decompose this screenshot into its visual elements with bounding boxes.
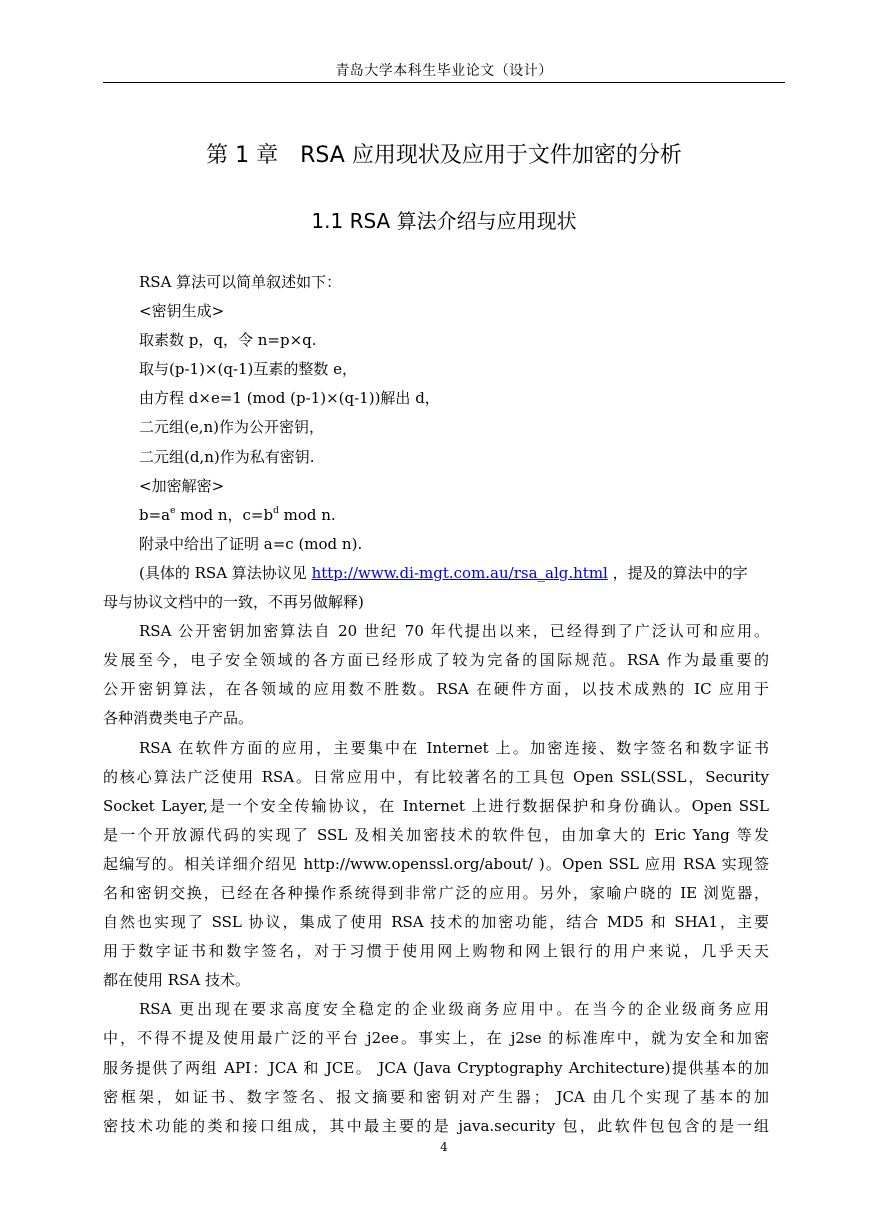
algorithm-step-2: 取与(p-1)×(q-1)互素的整数 e， [139, 360, 358, 379]
paragraph-2-line: 起编写的。相关详细介绍见 http://www.openssl.org/about/ )。Open SSL 应用 RSA 实现签 [103, 854, 769, 873]
paragraph-3-line: RSA 更出现在要求高度安全稳定的企业级商务应用中。在当今的企业级商务应用 [139, 1000, 769, 1019]
keygen-tag: <密钥生成> [139, 302, 225, 321]
formula-end: mod n. [278, 505, 336, 524]
paragraph-2-line: 自然也实现了 SSL 协议，集成了使用 RSA 技术的加密功能，结合 MD5 和 SHA1，主要 [103, 913, 769, 932]
paragraph-1-line: RSA 公开密钥加密算法自 20 世纪 70 年代提出以来，已经得到了广泛认可和应用。 [139, 622, 769, 641]
section-title: 1.1 RSA 算法介绍与应用现状 [311, 209, 577, 233]
paragraph-3-line: 中，不得不提及使用最广泛的平台 j2ee。事实上，在 j2se 的标准库中，就为安全和加密 [103, 1029, 769, 1048]
paragraph-3-line: 密技术功能的类和接口组成，其中最主要的是 java.security 包，此软件包包含的是一组 [103, 1116, 769, 1135]
paragraph-2-line: RSA 在软件方面的应用，主要集中在 Internet 上。加密连接、数字签名和数字证书 [139, 738, 769, 757]
protocol-note-prefix: (具体的 RSA 算法协议见 [139, 563, 312, 582]
paragraph-1-line: 各种消费类电子产品。 [103, 709, 254, 728]
protocol-note [103, 559, 769, 588]
algorithm-step-5: 二元组(d,n)作为私有密钥. [139, 447, 315, 466]
algorithm-intro: RSA 算法可以简单叙述如下： [139, 273, 342, 291]
running-header: 青岛大学本科生毕业论文（设计） [335, 63, 553, 79]
rsa-protocol-link[interactable]: http://www.di-mgt.com.au/rsa_alg.html [311, 563, 608, 582]
header-rule [103, 82, 785, 83]
page-number: 4 [440, 1140, 448, 1154]
algorithm-step-4: 二元组(e,n)作为公开密钥， [139, 418, 325, 437]
chapter-title: 第 1 章 RSA 应用现状及应用于文件加密的分析 [206, 143, 682, 168]
formula-b: b=a [139, 505, 171, 524]
paragraph-3-line: 密框架，如证书、数字签名、报文摘要和密钥对产生器； JCA 由几个实现了基本的加 [103, 1087, 769, 1106]
protocol-note-line-2: 母与协议文档中的一致，不再另做解释) [103, 593, 364, 612]
formula-exp-e: e [170, 505, 176, 516]
paragraph-1-line: 公开密钥算法，在各领域的应用数不胜数。RSA 在硬件方面，以技术成熟的 IC 应用于 [103, 680, 769, 699]
formula-mid: mod n，c=b [175, 505, 274, 524]
paragraph-2-line: Socket Layer,是一个安全传输协议，在 Internet 上进行数据保护和身份确认。Open SSL [103, 796, 769, 815]
algorithm-step-1: 取素数 p，q，令 n=p×q. [139, 331, 317, 350]
algorithm-step-3: 由方程 d×e=1 (mod (p-1)×(q-1))解出 d， [139, 389, 440, 408]
paragraph-2-line: 是一个开放源代码的实现了 SSL 及相关加密技术的软件包，由加拿大的 Eric Yang 等发 [103, 825, 769, 844]
protocol-note-suffix: ，提及的算法中的字 [607, 563, 748, 582]
proof-note: 附录中给出了证明 a=c (mod n). [139, 534, 363, 553]
encryption-formula [103, 501, 769, 530]
paragraph-3-line: 服务提供了两组 API：JCA 和 JCE。 JCA (Java Cryptography Architecture)提供基本的加 [103, 1058, 769, 1077]
body-text [103, 268, 769, 1141]
paragraph-2-line: 都在使用 RSA 技术。 [103, 971, 250, 990]
formula-exp-d: d [273, 505, 279, 516]
paragraph-1-line: 发展至今，电子安全领域的各方面已经形成了较为完备的国际规范。RSA 作为最重要的 [103, 651, 769, 670]
paragraph-2-line: 的核心算法广泛使用 RSA。日常应用中，有比较著名的工具包 Open SSL(SSL，Security [103, 767, 769, 786]
paragraph-2-line: 用于数字证书和数字签名，对于习惯于使用网上购物和网上银行的用户来说，几乎天天 [103, 942, 769, 961]
encdec-tag: <加密解密> [139, 476, 225, 495]
paragraph-2-line: 名和密钥交换，已经在各种操作系统得到非常广泛的应用。另外，家喻户晓的 IE 浏览器， [103, 883, 769, 902]
